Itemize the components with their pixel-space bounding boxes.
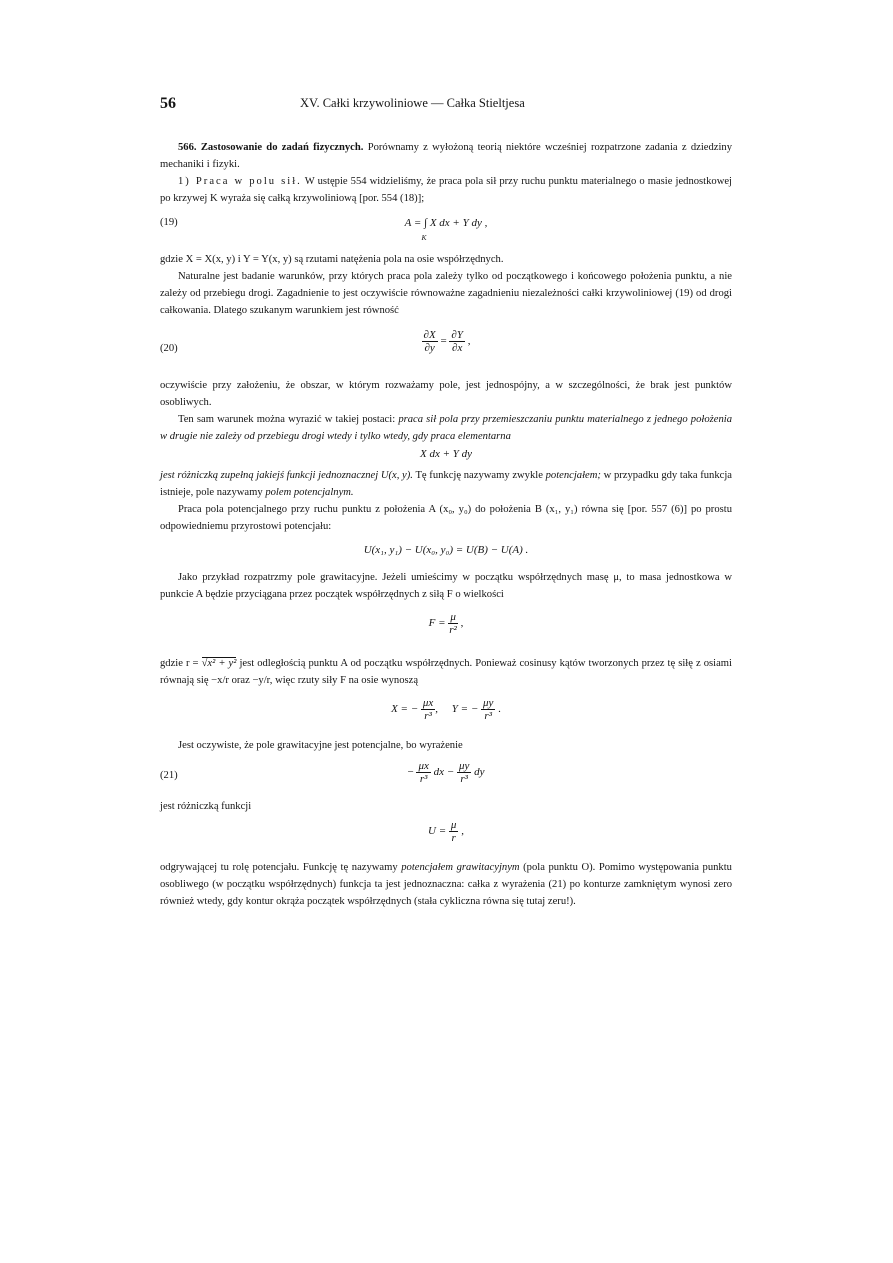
ten-sam-italic: praca sił pola przy przemieszczaniu punktu materialnego z jednego położenia w drugie nie zależy od przebiegu drogi wtedy i tylko wtedy, gdy praca elementarna (160, 414, 733, 442)
equation-potencjal (160, 535, 732, 569)
equation-Y-den: r³ (484, 710, 493, 722)
fraction-mux-r3 (421, 697, 435, 722)
equation-20-den-left: ∂y (424, 342, 435, 354)
final-rest: (pola punktu O). Pomimo występowania punktu osobliwego (w początku współrzędnych) funkcja ta jest jednoznaczna: całka z wyrażenia (21) po konturze zamkniętym wynosi zero również wtedy, gdy kontur okrąża początek współrzędnych (stała cykliczna równa się tutaj zeru!). (160, 862, 732, 907)
equation-X-num: μx (422, 697, 434, 709)
paragraph-jako-przyklad: Jako przykład rozpatrzmy pole grawitacyjne. Jeżeli umieścimy w początku współrzędnych masę μ, to masa jednostkowa w punkcie A będzie przyciągana przez początek współrzędnych z siłą F o wielkości (160, 572, 732, 600)
equation-21-num-2: μy (458, 760, 470, 772)
page-number: 56 (160, 95, 176, 112)
equation-F-lhs: F = (428, 617, 446, 630)
rozniczka-text-2: w przypadku gdy taka funkcja istnieje, pole nazywamy (160, 470, 732, 498)
equation-F-num: μ (450, 611, 456, 623)
equation-Y-lhs: Y = − (451, 703, 479, 716)
fraction-mu-r (449, 819, 459, 844)
equation-21-den-2: r³ (460, 773, 468, 785)
paragraph-gdzie-xy: gdzie X = X(x, y) i Y = Y(x, y) są rzutami natężenia pola na osie współrzędnych. (160, 254, 504, 265)
equation-20-num-left: ∂X (423, 329, 436, 341)
equation-20 (160, 323, 732, 377)
gdzie-r-lead: gdzie r = (160, 658, 199, 669)
paragraph-final (160, 859, 732, 910)
term-potencjal-grawitacyjny: potencjałem grawitacyjnym (401, 862, 520, 873)
equation-U-lhs: U = (428, 825, 447, 838)
equation-21-number: (21) (160, 770, 178, 781)
equation-F (160, 605, 732, 655)
item-1-paragraph (160, 173, 732, 207)
paragraph-rozniczka-funkcji: jest różniczką funkcji (160, 801, 252, 812)
paragraph-oczywiste: Jest oczywiste, że pole grawitacyjne jest potencjalne, bo wyrażenie (178, 740, 463, 751)
sqrt-expression: √x² + y² (201, 658, 237, 669)
term-potencjal: potencjałem; (545, 470, 601, 481)
equation-U-num: μ (450, 819, 457, 831)
paragraph-gdzie-r (160, 655, 732, 689)
equation-F-body (160, 611, 732, 636)
equation-potencjal-body: U(x₁, y₁) − U(x₀, y₀) = U(B) − U(A) . (363, 544, 529, 556)
paragraph-oczywiscie: oczywiście przy założeniu, że obszar, w którym rozważamy pole, jest jednospójny, a w szczególności, że brak jest punktów osobliwych. (160, 380, 732, 408)
equation-F-tail: , (460, 617, 464, 630)
rozniczka-italic: jest różniczką zupełną jakiejś funkcji jednoznacznej U(x, y). (160, 470, 413, 481)
section-intro: Porównamy z wyłożoną teorią niektóre wcześniej rozpatrzone zadania z dziedziny mechaniki i fizyki. (160, 142, 733, 170)
equation-XY (160, 691, 732, 737)
equation-elementarna (160, 445, 732, 467)
fraction-dy-dx (449, 329, 465, 354)
equation-21 (160, 758, 732, 798)
fraction-21-second (457, 760, 471, 785)
running-title: XV. Całki krzywoliniowe — Całka Stieltjesa (300, 96, 525, 110)
section-566 (160, 139, 732, 173)
rozniczka-text: Tę funkcję nazywamy zwykle (415, 470, 543, 481)
equation-U-tail: , (461, 825, 464, 838)
final-lead: odgrywającej tu rolę potencjału. Funkcję tę nazywamy (160, 862, 398, 873)
fraction-21-first (416, 760, 430, 785)
item-1-text: W ustępie 554 widzieliśmy, że praca pola sił przy ruchu punktu materialnego o masie jednostkowej po krzywej K wyraża się całką krzywoliniową [por. 554 (18)]; (160, 176, 732, 204)
paragraph-naturalne: Naturalne jest badanie warunków, przy których praca pola zależy tylko od początkowego i końcowego położenia punktu, a nie zależy od przebiegu drogi. Zagadnienie to jest oczywiście równoważne zagadnieniu niezależności całki krzywoliniowej (19) od drogi całkowania. Dlatego szukanym warunkiem jest równość (160, 271, 732, 316)
equation-U-body (160, 819, 732, 844)
paragraph-ten-sam (160, 411, 732, 445)
equation-X-den: r³ (424, 710, 432, 722)
equation-U-den: r (451, 832, 456, 844)
equation-19 (160, 211, 732, 251)
item-1-label: 1) Praca w polu sił. (178, 176, 302, 187)
equation-U (160, 815, 732, 859)
equation-20-num-right: ∂Y (451, 329, 463, 341)
page-header (160, 95, 732, 119)
gdzie-r-text: jest odległością punktu A od początku współrzędnych. Ponieważ cosinusy kątów tworzonych przez tę siłę z osiami równają się −x/r oraz −y/r, więc rzuty siły F na osie wynoszą (160, 658, 732, 686)
equation-21-den-1: r³ (419, 773, 428, 785)
paragraph-rozniczka (160, 467, 732, 501)
equation-19-number: (19) (160, 217, 178, 228)
sqrt-radicand: x² + y² (207, 658, 237, 669)
term-pole-potencjalne: polem potencjalnym. (265, 487, 354, 498)
ten-sam-lead: Ten sam warunek można wyrazić w takiej postaci: (178, 414, 396, 425)
equation-19-body: A = ∫ X dx + Y dy , (404, 217, 488, 229)
equation-F-den: r² (449, 624, 457, 636)
fraction-mu-r2 (448, 611, 458, 636)
equation-XY-body: X = − $\frac{\mu x}{\text{r³}}$ , Y = − $\frac{\mu y}{\text{r³}}$ . (391, 697, 501, 722)
equation-Y-num: μy (483, 697, 494, 709)
book-page (160, 95, 732, 910)
equation-21-num-1: μx (418, 760, 429, 772)
equation-19-limit: K (421, 233, 427, 242)
fraction-dx-dy (422, 329, 438, 354)
section-title: Zastosowanie do zadań fizycznych. (200, 142, 364, 153)
equation-21-body: − $\frac{\mu x}{\text{r³}}$ dx − $\frac{\mu y}{\text{r³}}$ dy (407, 760, 485, 785)
paragraph-praca-pola: Praca pola potencjalnego przy ruchu punktu z położenia A (x₀, y₀) do położenia B (x₁, y₁) równa się [por. 557 (6)] po prostu odpowiedniemu przyrostowi potencjału: (160, 504, 732, 532)
equation-elementarna-body: X dx + Y dy (419, 448, 473, 460)
equation-20-den-right: ∂x (452, 342, 463, 354)
section-number: 566. (178, 142, 197, 153)
equation-20-number: (20) (160, 343, 178, 354)
equation-20-body: $\frac{\partial X}{\partial y}$ = $\frac{\partial Y}{\partial x}$ , (423, 329, 471, 354)
fraction-muy-r3 (481, 697, 495, 722)
equation-X-lhs: X = − (391, 703, 419, 716)
